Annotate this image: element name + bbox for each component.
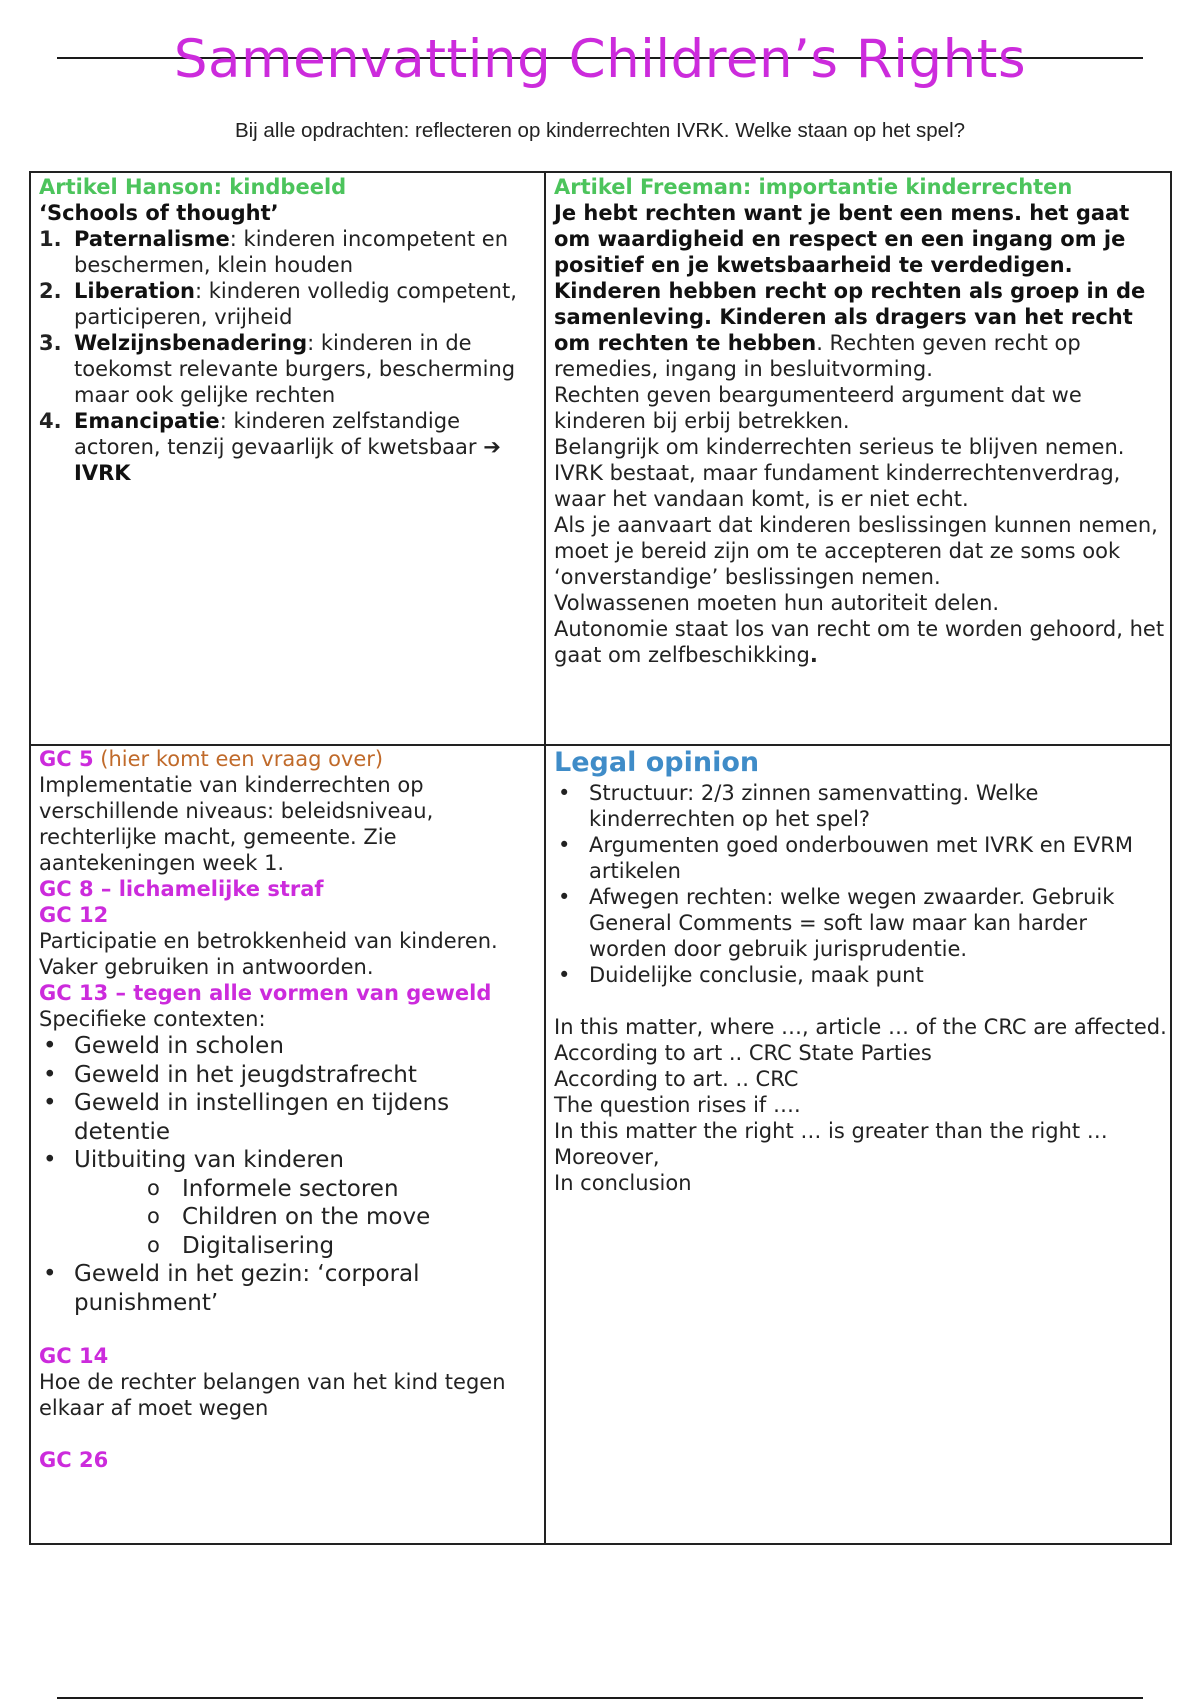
schools-of-thought-label: ‘Schools of thought’ [39,201,279,225]
cell-freeman [554,174,1169,668]
gc5-note: (hier komt een vraag over) [93,747,384,771]
spacer [39,1317,539,1343]
spacer [554,988,1169,1014]
freeman-heading: Artikel Freeman: importantie kinderrechten [554,175,1073,199]
item-term: Welzijnsbenadering [74,331,308,355]
freeman-paragraph-7 [554,616,1169,668]
gc5-heading [39,746,539,772]
gc13-heading: GC 13 – tegen alle vormen van geweld [39,981,492,1005]
gc26-heading: GC 26 [39,1448,109,1472]
list-item [39,278,539,330]
template-line: In this matter the right … is greater than the right … [554,1119,1108,1143]
freeman-paragraph-1: Je hebt rechten want je bent een mens. het gaat om waardigheid en respect en een ingang om je positief en je kwetsbaarheid te verdedigen. [554,201,1130,277]
list-item: • Argumenten goed onderbouwen met IVRK en EVRM artikelen [554,832,1169,884]
hanson-list [39,226,539,486]
gc13-list [39,1032,539,1317]
item-text: : kinderen in de toekomst relevante burgers, bescherming maar ook gelijke rechten [74,331,516,407]
template-line: In this matter, where …, article … of the CRC are affected. [554,1015,1167,1039]
item-text: : kinderen volledig competent, participeren, vrijheid [74,279,517,329]
sub-list-item: o Informele sectoren [74,1175,539,1204]
legal-opinion-list [554,780,1169,988]
gc12-heading: GC 12 [39,903,109,927]
list-item: • Geweld in scholen [39,1032,539,1061]
spacer [39,1421,539,1447]
list-item-text: Uitbuiting van kinderen [74,1147,345,1173]
cell-general-comments [39,746,539,1473]
item-term: Liberation [74,279,195,303]
footer-rule [57,1697,1143,1699]
freeman-paragraph-3: Rechten geven beargumenteerd argument dat we kinderen bij erbij betrekken. [554,383,1082,433]
list-item: • Duidelijke conclusie, maak punt [554,962,1169,988]
freeman-paragraph-7-end: . [809,643,818,667]
item-end-term: IVRK [74,461,131,485]
gc12-text: Participatie en betrokkenheid van kinderen. Vaker gebruiken in antwoorden. [39,929,498,979]
freeman-paragraph-7-text: Autonomie staat los van recht om te worden gehoord, het gaat om zelfbeschikking [554,617,1165,667]
gc5-label: GC 5 [39,747,94,771]
item-number: 4. [39,409,62,433]
list-item [39,408,539,486]
item-text: : kinderen zelfstandige actoren, tenzij gevaarlijk of kwetsbaar [74,409,484,459]
gc13-sublist [74,1175,539,1261]
list-item: • Geweld in het gezin: ‘corporal punishment’ [39,1260,539,1317]
table-divider-vertical [544,173,546,1543]
hanson-heading: Artikel Hanson: kindbeeld [39,175,347,199]
gc13-intro: Specifieke contexten: [39,1007,266,1031]
cell-hanson [39,174,539,486]
list-item [39,226,539,278]
freeman-paragraph-2-bold: Kinderen hebben recht op rechten als groep in de samenleving. Kinderen als dragers van het recht om rechten te hebben [554,279,1146,355]
freeman-paragraph-2-rest: . Rechten geven recht op remedies, ingang in besluitvorming. [554,331,1081,381]
title-block [57,24,1143,142]
freeman-paragraph-2 [554,278,1169,382]
sub-list-item: o Digitalisering [74,1232,539,1261]
item-term: Paternalisme [74,227,230,251]
template-line: In conclusion [554,1171,692,1195]
freeman-paragraph-5: Als je aanvaart dat kinderen beslissingen kunnen nemen, moet je bereid zijn om te accepteren dat ze soms ook ‘onverstandige’ beslissingen nemen. [554,513,1158,589]
page-subtitle: Bij alle opdrachten: reflecteren op kinderrechten IVRK. Welke staan op het spel? [234,119,966,142]
item-text: : kinderen incompetent en beschermen, klein houden [74,227,509,277]
item-term: Emancipatie [74,409,220,433]
template-line: According to art. .. CRC [554,1067,799,1091]
list-item [39,330,539,408]
item-number: 1. [39,227,62,251]
freeman-paragraph-4: Belangrijk om kinderrechten serieus te blijven nemen. IVRK bestaat, maar fundament kinderrechtenverdrag, waar het vandaan komt, is er niet echt. [554,435,1125,511]
list-item: • Afwegen rechten: welke wegen zwaarder. Gebruik General Comments = soft law maar kan harder worden door gebruik jurisprudentie. [554,884,1169,962]
template-line: Moreover, [554,1145,660,1169]
gc8-heading: GC 8 – lichamelijke straf [39,877,324,901]
summary-table [29,171,1172,1545]
item-number: 2. [39,279,62,303]
sub-list-item: o Children on the move [74,1203,539,1232]
template-line: The question rises if …. [554,1093,801,1117]
template-line: According to art .. CRC State Parties [554,1041,932,1065]
list-item: • Geweld in het jeugdstrafrecht [39,1061,539,1090]
page-title: Samenvatting Children’s Rights [173,29,1027,90]
cell-legal-opinion [554,746,1169,1196]
arrow-right-icon: ➔ [483,435,501,459]
list-item [39,1146,539,1260]
item-number: 3. [39,331,62,355]
legal-opinion-heading: Legal opinion [554,747,760,778]
freeman-paragraph-6: Volwassenen moeten hun autoriteit delen. [554,591,1000,615]
gc14-heading: GC 14 [39,1344,109,1368]
gc5-text: Implementatie van kinderrechten op verschillende niveaus: beleidsniveau, rechterlijke macht, gemeente. Zie aantekeningen week 1. [39,773,434,875]
gc14-text: Hoe de rechter belangen van het kind tegen elkaar af moet wegen [39,1370,506,1420]
list-item: • Structuur: 2/3 zinnen samenvatting. Welke kinderrechten op het spel? [554,780,1169,832]
list-item: • Geweld in instellingen en tijdens detentie [39,1089,539,1146]
